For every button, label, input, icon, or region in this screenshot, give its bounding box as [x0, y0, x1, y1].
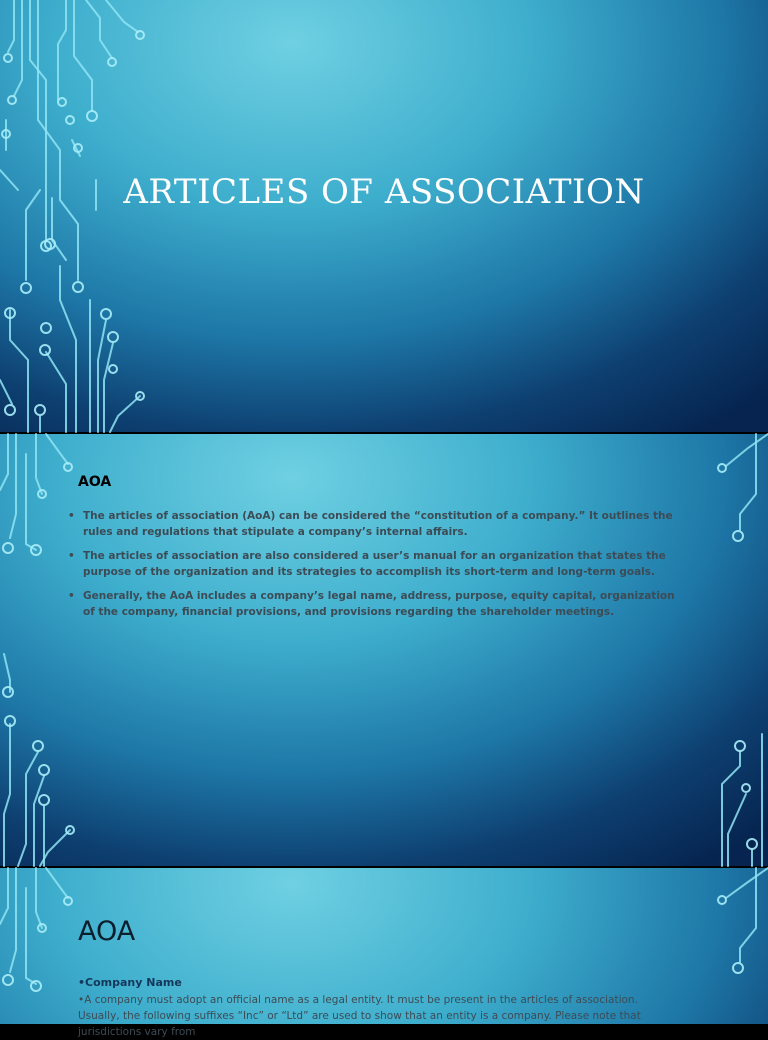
bullet-list [66, 508, 686, 628]
body-paragraph: •A company must adopt an official name as a legal entity. It must be present in the articles of association. Usually, the following suffixes “Inc” or “Ltd” are used to show that an entity is a company. Please note that jurisdictions vary from [78, 994, 641, 1038]
slide-title-text: ARTICLES OF ASSOCIATION [123, 172, 645, 212]
list-item [66, 508, 686, 540]
section-subheading: •Company Name [78, 976, 182, 989]
circuit-decoration-icon [0, 434, 768, 866]
slide-aoa-overview [0, 434, 768, 866]
circuit-decoration-icon [0, 0, 768, 432]
bullet-marker: • [68, 590, 75, 602]
bullet-text: Generally, the AoA includes a company’s legal name, address, purpose, equity capital, organization of the company, financial provisions, and provisions regarding the shareholder meetings. [83, 590, 675, 618]
slide-heading: AOA [78, 474, 112, 490]
slide-title [0, 0, 768, 432]
bullet-marker: • [68, 550, 75, 562]
bullet-marker: • [68, 510, 75, 522]
slide-heading: AOA [78, 916, 136, 947]
list-item [66, 548, 686, 580]
list-item [66, 588, 686, 620]
slide-aoa-company-name [0, 868, 768, 1038]
bullet-text: The articles of association are also considered a user’s manual for an organization that states the purpose of the organization and its strategies to accomplish its short-term and long-term goals. [83, 550, 666, 578]
bullet-text: The articles of association (AoA) can be considered the “constitution of a company.” It outlines the rules and regulations that stipulate a company’s internal affairs. [83, 510, 673, 538]
